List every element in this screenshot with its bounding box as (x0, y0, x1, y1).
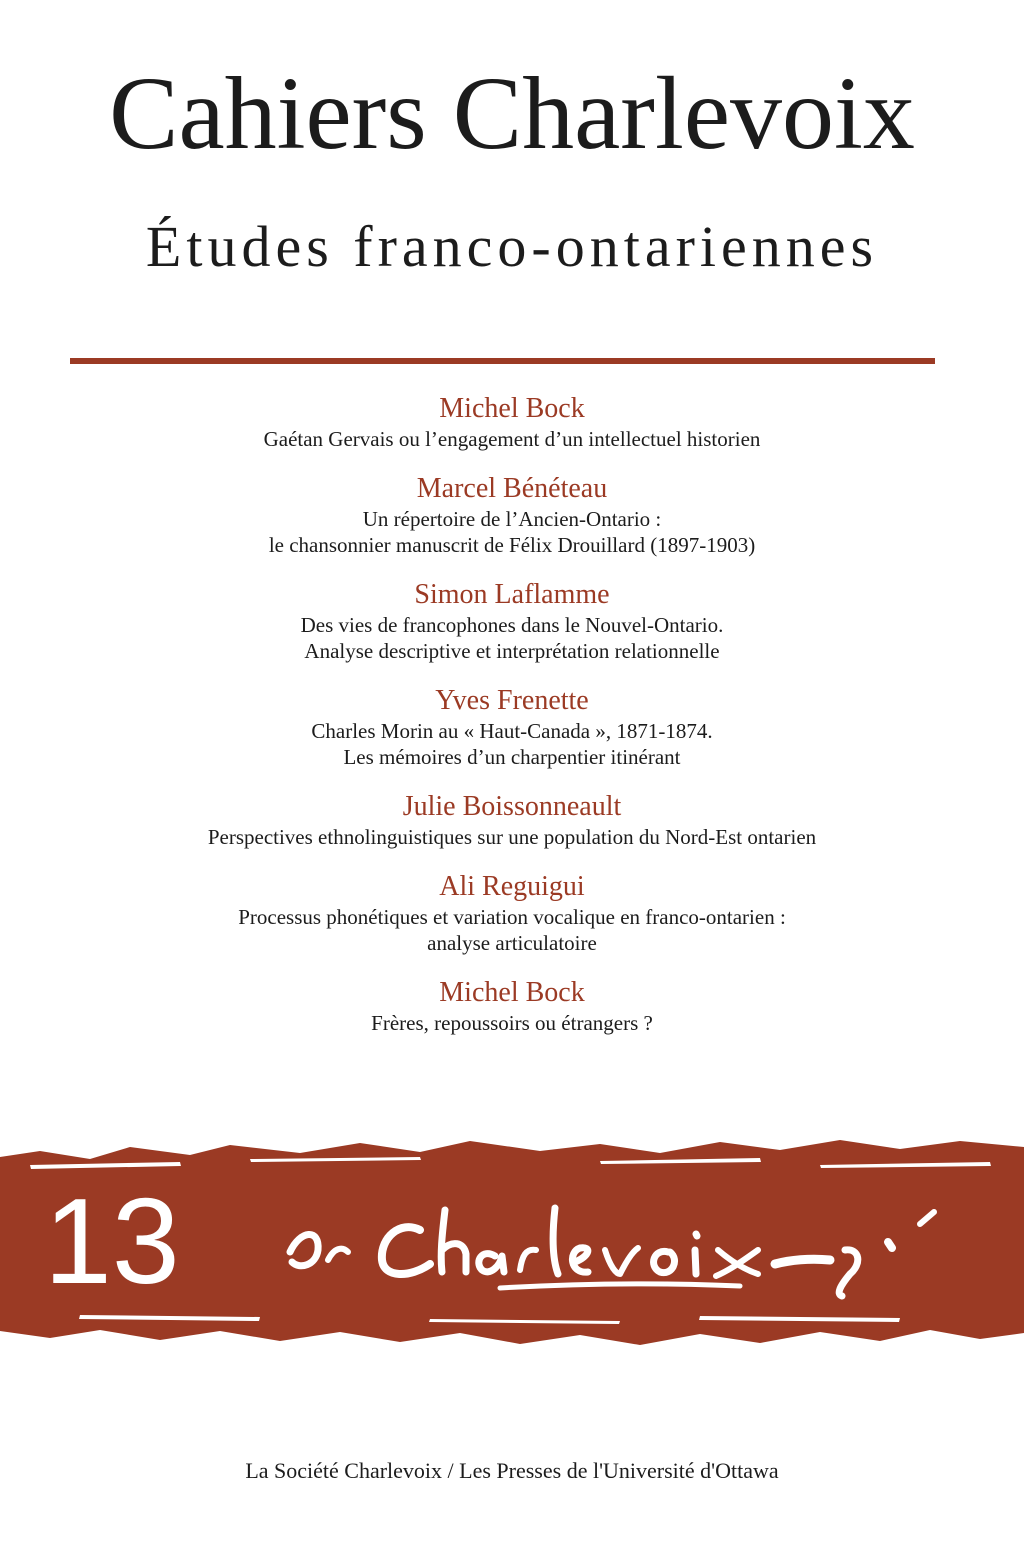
publisher-line: La Société Charlevoix / Les Presses de l'Université d'Ottawa (245, 1458, 779, 1483)
toc-article-title: Charles Morin au « Haut-Canada », 1871-1874. (311, 719, 713, 743)
toc-author: Simon Laflamme (414, 579, 610, 610)
toc-author: Yves Frenette (435, 685, 589, 716)
toc-article-title: Processus phonétiques et variation vocalique en franco-ontarien : (238, 905, 786, 929)
toc-entry (0, 976, 1024, 1036)
toc-entry (0, 578, 1024, 664)
toc-author: Michel Bock (439, 977, 585, 1008)
toc-article-title: Un répertoire de l’Ancien-Ontario : (362, 507, 662, 531)
toc-author: Michel Bock (439, 393, 585, 424)
toc-entry (0, 472, 1024, 558)
toc-article-title: Gaétan Gervais ou l’engagement d’un intellectuel historien (263, 427, 761, 451)
toc-article-title: Perspectives ethnolinguistiques sur une population du Nord-Est ontarien (207, 825, 817, 849)
toc-article-title: le chansonnier manuscrit de Félix Drouillard (1897-1903) (268, 533, 756, 557)
journal-title: Cahiers Charlevoix (109, 56, 915, 171)
toc-entry (0, 790, 1024, 850)
toc-author: Ali Reguigui (439, 871, 585, 902)
toc-article-title: analyse articulatoire (427, 931, 597, 955)
journal-subtitle: Études franco-ontariennes (145, 214, 879, 279)
table-of-contents (0, 392, 1024, 1056)
title-divider (70, 358, 935, 364)
toc-entry (0, 870, 1024, 956)
toc-article-title: Des vies de francophones dans le Nouvel-Ontario. (300, 613, 724, 637)
toc-entry (0, 392, 1024, 452)
toc-author: Marcel Bénéteau (416, 473, 608, 504)
toc-entry (0, 684, 1024, 770)
signature-image (270, 1190, 950, 1300)
toc-article-title: Les mémoires d’un charpentier itinérant (343, 745, 681, 769)
toc-article-title: Analyse descriptive et interprétation relationnelle (304, 639, 720, 663)
toc-article-title: Frères, repoussoirs ou étrangers ? (371, 1011, 653, 1035)
issue-number: 13 (44, 1173, 180, 1309)
toc-author: Julie Boissonneault (402, 791, 622, 822)
